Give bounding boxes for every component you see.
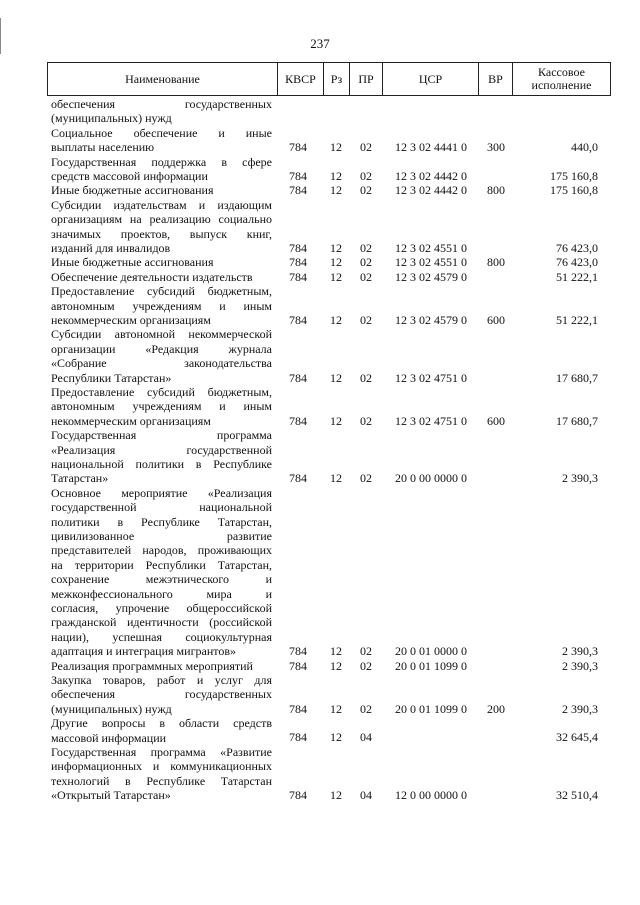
cell-vr: 800 <box>487 255 505 270</box>
cell-name-line: обеспечения государственных <box>51 97 272 111</box>
header-pr: ПР <box>350 63 383 95</box>
cell-rz: 12 <box>330 269 342 284</box>
cell-cash-execution: 2 390,3 <box>562 658 598 673</box>
cell-name-line: обеспечения государственных <box>51 687 272 702</box>
cell-name-line: Государственная поддержка в сфере <box>51 154 272 169</box>
cell-csr: 12 3 02 4751 0 <box>395 370 467 385</box>
table-row <box>0 255 640 269</box>
cell-name-line: организациям на реализацию социально <box>51 212 272 227</box>
cell-pr: 02 <box>360 413 372 428</box>
cell-csr: 12 3 02 4751 0 <box>395 413 467 428</box>
cell-pr: 02 <box>360 140 372 155</box>
table-row <box>0 716 640 745</box>
cell-kvsr: 784 <box>289 255 307 270</box>
cell-kvsr: 784 <box>289 240 307 255</box>
cell-name <box>51 97 272 126</box>
header-cash-execution-line2: исполнение <box>531 78 592 92</box>
cell-name-line: Основное мероприятие «Реализация <box>51 485 272 500</box>
cell-name-line: «Открытый Татарстан» <box>51 788 171 803</box>
cell-name-line: Предоставление субсидий бюджетным, <box>51 284 272 299</box>
cell-kvsr: 784 <box>289 730 307 745</box>
cell-name-line: технологий в Республике Татарстан <box>51 773 272 788</box>
cell-name-line: Иные бюджетные ассигнования <box>51 255 214 270</box>
cell-cash-execution: 175 160,8 <box>550 183 598 198</box>
cell-rz: 12 <box>330 788 342 803</box>
table-row <box>0 155 640 184</box>
cell-csr: 12 3 02 4579 0 <box>395 269 467 284</box>
cell-name-line: Обеспечение деятельности издательств <box>51 269 253 284</box>
cell-kvsr: 784 <box>289 701 307 716</box>
table-row <box>0 198 640 256</box>
cell-kvsr: 784 <box>289 269 307 284</box>
cell-rz: 12 <box>330 471 342 486</box>
cell-vr: 800 <box>487 183 505 198</box>
table-row <box>0 673 640 716</box>
cell-pr: 02 <box>360 168 372 183</box>
cell-rz: 12 <box>330 370 342 385</box>
cell-kvsr: 784 <box>289 413 307 428</box>
cell-pr: 04 <box>360 730 372 745</box>
cell-kvsr: 784 <box>289 658 307 673</box>
cell-cash-execution: 32 510,4 <box>556 788 598 803</box>
cell-name-line: Государственная программа «Развитие <box>51 744 272 759</box>
cell-name-line: государственной национальной <box>51 500 272 515</box>
cell-name <box>51 428 272 486</box>
table-header <box>47 62 611 96</box>
cell-csr: 12 3 02 4442 0 <box>395 168 467 183</box>
cell-name <box>51 183 272 197</box>
header-cash-execution-line1: Кассовое <box>538 65 585 79</box>
table-row <box>0 270 640 284</box>
cell-name-line: нации), успешная социокультурная <box>51 629 272 644</box>
table-row <box>0 126 640 155</box>
cell-kvsr: 784 <box>289 370 307 385</box>
cell-csr: 12 3 02 4442 0 <box>395 183 467 198</box>
cell-name-line: автономным учреждениям и иным <box>51 298 272 313</box>
cell-rz: 12 <box>330 658 342 673</box>
header-cash-execution <box>513 63 610 95</box>
cell-name-line: Реализация программных мероприятий <box>51 658 253 673</box>
cell-name-line: Социальное обеспечение и иные <box>51 125 272 140</box>
cell-name <box>51 673 272 716</box>
table-row <box>0 284 640 327</box>
cell-cash-execution: 2 390,3 <box>562 471 598 486</box>
cell-name-line: адаптация и интеграция мигрантов» <box>51 644 236 659</box>
cell-name-line: на территории Республики Татарстан, <box>51 557 272 572</box>
cell-cash-execution: 2 390,3 <box>562 701 598 716</box>
cell-name <box>51 486 272 659</box>
cell-cash-execution: 17 680,7 <box>556 370 598 385</box>
cell-name-line: «Собрание законодательства <box>51 356 272 371</box>
cell-name <box>51 270 272 284</box>
cell-csr: 12 3 02 4441 0 <box>395 140 467 155</box>
cell-rz: 12 <box>330 413 342 428</box>
cell-name-line: Республики Татарстан» <box>51 370 172 385</box>
cell-rz: 12 <box>330 183 342 198</box>
cell-pr: 02 <box>360 701 372 716</box>
table-row <box>0 327 640 385</box>
cell-name-line: «Реализация государственной <box>51 442 272 457</box>
cell-cash-execution: 51 222,1 <box>556 312 598 327</box>
cell-kvsr: 784 <box>289 788 307 803</box>
cell-rz: 12 <box>330 701 342 716</box>
cell-pr: 02 <box>360 269 372 284</box>
cell-rz: 12 <box>330 255 342 270</box>
table-row <box>0 486 640 659</box>
cell-name <box>51 284 272 327</box>
cell-name-line: Татарстан» <box>51 471 109 486</box>
cell-kvsr: 784 <box>289 644 307 659</box>
cell-name-line: некоммерческим организациям <box>51 413 211 428</box>
cell-rz: 12 <box>330 312 342 327</box>
cell-name-line: информационных и коммуникационных <box>51 759 272 774</box>
table-row <box>0 659 640 673</box>
cell-name-line: Предоставление субсидий бюджетным, <box>51 384 272 399</box>
cell-name <box>51 198 272 256</box>
cell-name-line: изданий для инвалидов <box>51 241 171 255</box>
cell-cash-execution: 51 222,1 <box>556 269 598 284</box>
cell-name-line: выплаты населению <box>51 140 155 155</box>
cell-name-line: Субсидии издательствам и издающим <box>51 197 272 212</box>
cell-rz: 12 <box>330 140 342 155</box>
cell-cash-execution: 76 423,0 <box>556 255 598 270</box>
cell-name <box>51 255 272 269</box>
cell-csr: 20 0 01 1099 0 <box>395 701 467 716</box>
cell-cash-execution: 175 160,8 <box>550 168 598 183</box>
cell-name <box>51 659 272 673</box>
cell-csr: 20 0 01 0000 0 <box>395 644 467 659</box>
cell-rz: 12 <box>330 240 342 255</box>
cell-name-line: Другие вопросы в области средств <box>51 716 272 731</box>
cell-kvsr: 784 <box>289 471 307 486</box>
cell-cash-execution: 17 680,7 <box>556 413 598 428</box>
cell-name-line: гражданской идентичности (российской <box>51 615 272 630</box>
cell-name-line: (муниципальных) нужд <box>51 111 172 126</box>
header-name: Наименование <box>48 63 278 95</box>
header-csr: ЦСР <box>383 63 479 95</box>
cell-name <box>51 327 272 385</box>
cell-name-line: организации «Редакция журнала <box>51 341 272 356</box>
cell-csr: 12 3 02 4551 0 <box>395 255 467 270</box>
cell-pr: 02 <box>360 471 372 486</box>
cell-cash-execution: 2 390,3 <box>562 644 598 659</box>
cell-csr: 12 3 02 4551 0 <box>395 240 467 255</box>
cell-name-line: цивилизованное развитие <box>51 528 272 543</box>
header-rz: Рз <box>324 63 350 95</box>
cell-name-line: (муниципальных) нужд <box>51 701 172 716</box>
cell-rz: 12 <box>330 730 342 745</box>
cell-vr: 300 <box>487 140 505 155</box>
cell-name-line: национальной политики в Республике <box>51 456 272 471</box>
cell-pr: 02 <box>360 312 372 327</box>
table-body <box>0 97 640 802</box>
cell-name-line: политики в Республике Татарстан, <box>51 514 272 529</box>
cell-name-line: некоммерческим организациям <box>51 312 211 327</box>
table-row <box>0 385 640 428</box>
cell-name-line: представителей народов, проживающих <box>51 543 272 558</box>
cell-name-line: Субсидии автономной некоммерческой <box>51 327 272 342</box>
cell-kvsr: 784 <box>289 140 307 155</box>
cell-name <box>51 155 272 184</box>
cell-name-line: сохранение межэтнического и <box>51 572 272 587</box>
cell-name <box>51 126 272 155</box>
cell-kvsr: 784 <box>289 183 307 198</box>
cell-pr: 02 <box>360 370 372 385</box>
cell-rz: 12 <box>330 644 342 659</box>
cell-pr: 02 <box>360 644 372 659</box>
cell-pr: 04 <box>360 788 372 803</box>
table-row <box>0 183 640 197</box>
cell-name-line: значимых проектов, выпуск книг, <box>51 226 272 241</box>
cell-cash-execution: 32 645,4 <box>556 730 598 745</box>
cell-name-line: Закупка товаров, работ и услуг для <box>51 672 272 687</box>
cell-pr: 02 <box>360 183 372 198</box>
cell-csr: 12 3 02 4579 0 <box>395 312 467 327</box>
cell-name-line: Иные бюджетные ассигнования <box>51 183 214 198</box>
cell-kvsr: 784 <box>289 312 307 327</box>
cell-pr: 02 <box>360 255 372 270</box>
cell-pr: 02 <box>360 658 372 673</box>
header-kvsr: КВСР <box>278 63 324 95</box>
cell-vr: 600 <box>487 312 505 327</box>
cell-cash-execution: 76 423,0 <box>556 240 598 255</box>
cell-csr: 20 0 01 1099 0 <box>395 658 467 673</box>
table-row <box>0 745 640 803</box>
page-number: 237 <box>310 36 330 51</box>
cell-name <box>51 745 272 803</box>
cell-name-line: массовой информации <box>51 730 167 745</box>
cell-vr: 200 <box>487 701 505 716</box>
cell-kvsr: 784 <box>289 168 307 183</box>
cell-name-line: Государственная программа <box>51 428 272 443</box>
table-row <box>0 428 640 486</box>
cell-csr: 12 0 00 0000 0 <box>395 788 467 803</box>
cell-name <box>51 385 272 428</box>
cell-name-line: средств массовой информации <box>51 169 208 183</box>
cell-cash-execution: 440,0 <box>571 140 598 155</box>
cell-rz: 12 <box>330 168 342 183</box>
cell-name-line: согласия, упрочение общероссийской <box>51 600 272 615</box>
cell-vr: 600 <box>487 413 505 428</box>
header-vr: ВР <box>479 63 513 95</box>
cell-pr: 02 <box>360 240 372 255</box>
cell-name-line: автономным учреждениям и иным <box>51 399 272 414</box>
table-row <box>0 97 640 126</box>
cell-name-line: межконфессионального мира и <box>51 586 272 601</box>
cell-csr: 20 0 00 0000 0 <box>395 471 467 486</box>
cell-name <box>51 716 272 745</box>
